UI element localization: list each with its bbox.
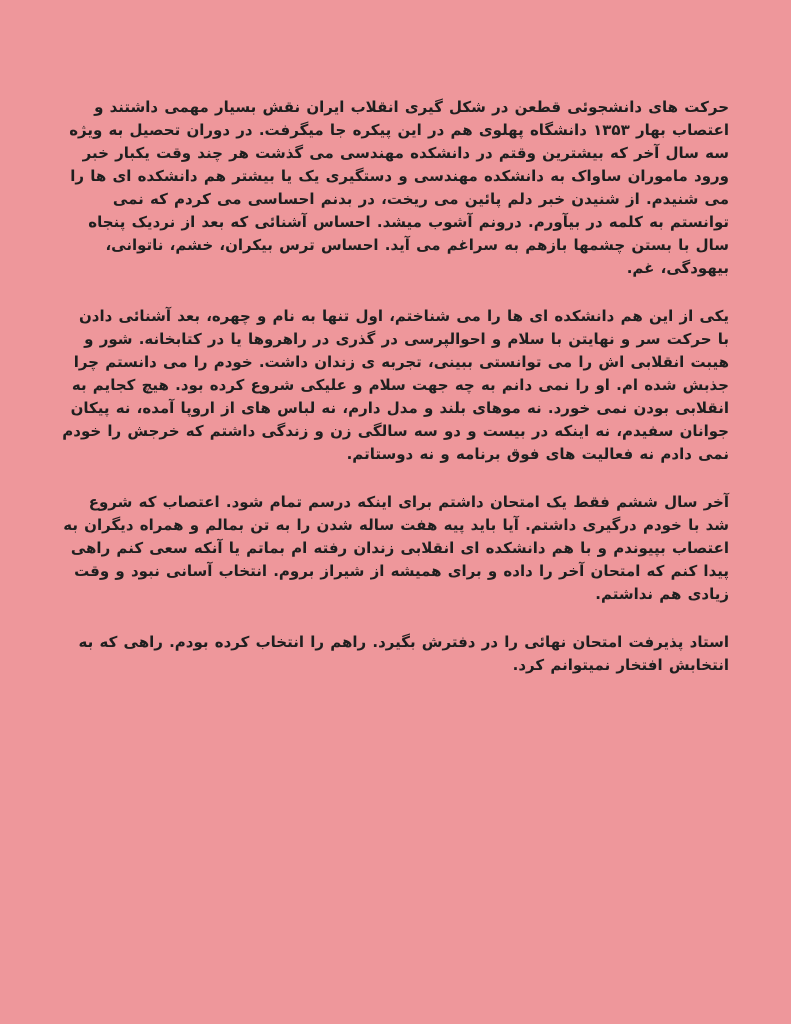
paragraph-4: استاد پذیرفت امتحان نهائی را در دفترش بگیرد. راهم را انتخاب کرده بودم. راهی که به انتخابش افتخار نمیتوانم کرد. [78, 633, 729, 674]
paragraph-2: یکی از این هم دانشکده ای ها را می شناختم، اول تنها به نام و چهره، بعد آشنائی دادن با حرکت سر و نهایتن با سلام و احوالپرسی در گذری در راهروها یا در کتابخانه. شور و هیبت انقلابی اش را می توانستی ببینی، تجربه ی زندان داشت. خودم را می دانستم چرا جذبش شده ام. او را نمی دانم به چه جهت سلام و علیکی شروع کرده بود. هیچ کجایم به انقلابی بودن نمی خورد. نه موهای بلند و مدل دارم، نه لباس های از اروپا آمده، نه پیکان جوانان سفیدم، نه اینکه در بیست و دو سه سالگی زن و زندگی داشتم که خرجش را خودم نمی دادم نه فعالیت های فوق برنامه و نه دوستاتم. [62, 307, 729, 463]
memoir-text-block [62, 96, 729, 677]
paragraph-3: آخر سال ششم فقط یک امتحان داشتم برای اینکه درسم تمام شود. اعتصاب که شروع شد با خودم درگیری داشتم. آیا باید پیه هفت ساله شدن را به تن بمالم و همراه دیگران به اعتصاب بپیوندم و با هم دانشکده ای انقلابی زندان رفته ام بماتم یا آنکه سعی کنم راهی پیدا کنم که امتحان آخر را داده و برای همیشه از شیراز بروم. انتخاب آسانی نبود و وقت زیادی هم نداشتم. [63, 493, 729, 603]
paragraph-1: حرکت های دانشجوئی قطعن در شکل گیری انقلاب ایران نقش بسیار مهمی داشتند و اعتصاب بهار ۱۳۵۳ دانشگاه پهلوی هم در این پیکره جا میگرفت. در دوران تحصیل به ویژه سه سال آخر که بیشترین وقتم در دانشکده مهندسی می گذشت هر چند وقت یکبار خبر ورود ماموران ساواک به دانشکده مهندسی و دستگیری یک یا بیشتر هم دانشکده ای ها را می شنیدم. از شنیدن خبر دلم پائین می ریخت، در بدنم احساسی می کردم که نمی توانستم به کلمه در بیآورم. درونم آشوب میشد. احساس آشنائی که بعد از نردیک پنجاه سال با بستن چشمها بازهم به سراغم می آید. احساس ترس بیکران، خشم، ناتوانی، بیهودگی، غم. [69, 98, 729, 277]
